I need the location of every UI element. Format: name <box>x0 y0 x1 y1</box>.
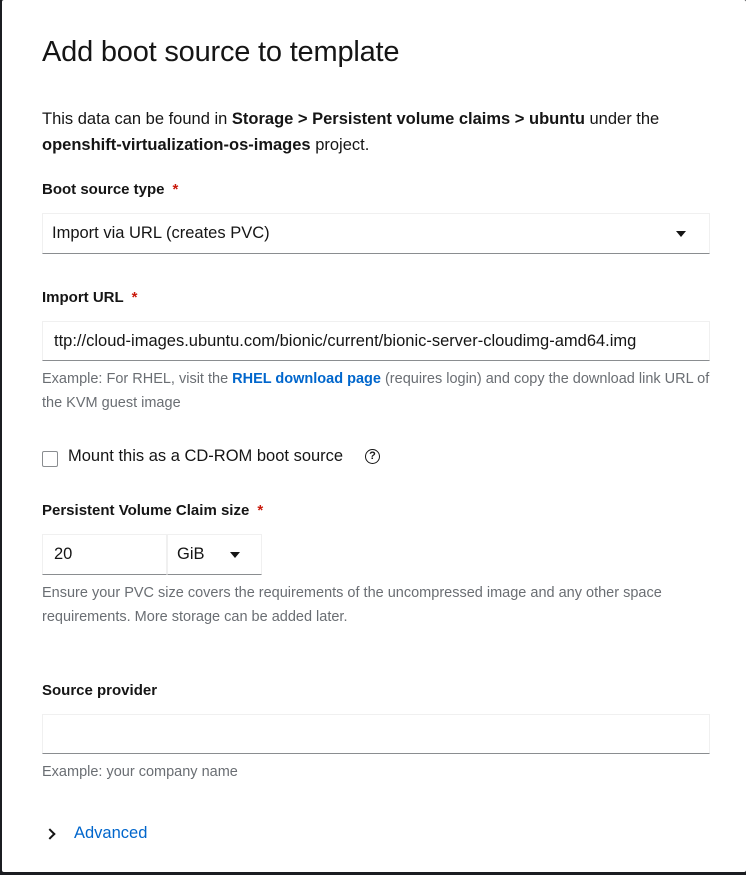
import-url-helper: Example: For RHEL, visit the RHEL download page (requires login) and copy the download link URL of the KVM guest image <box>42 371 710 411</box>
import-url-input[interactable] <box>42 321 710 361</box>
modal-title: Add boot source to template <box>42 36 400 68</box>
description-path: Storage > Persistent volume claims > ubuntu <box>231 110 585 128</box>
boot-source-type-select[interactable] <box>42 213 710 254</box>
pvc-size-value: 20 <box>54 545 73 563</box>
cdrom-checkbox[interactable] <box>42 451 58 467</box>
advanced-toggle[interactable]: Advanced <box>74 824 148 842</box>
modal-description <box>42 106 722 158</box>
required-mark: * <box>172 181 179 198</box>
boot-source-type-label: Boot source type * <box>42 181 179 198</box>
caret-down-icon <box>676 231 686 237</box>
question-circle-icon[interactable]: ? <box>365 449 380 464</box>
pvc-size-unit-value: GiB <box>177 545 205 563</box>
add-boot-source-modal <box>2 0 746 872</box>
required-mark: * <box>257 502 264 519</box>
source-provider-input[interactable] <box>42 714 710 754</box>
description-suffix: project. <box>310 136 370 154</box>
source-provider-label: Source provider <box>42 682 158 699</box>
import-url-label: Import URL * <box>42 289 138 306</box>
caret-down-icon <box>230 552 240 558</box>
import-url-value: ttp://cloud-images.ubuntu.com/bionic/current/bionic-server-cloudimg-amd64.img <box>54 332 637 350</box>
description-project: openshift-virtualization-os-images <box>42 136 311 154</box>
boot-source-type-value: Import via URL (creates PVC) <box>52 224 270 242</box>
required-mark: * <box>131 289 138 306</box>
description-prefix: This data can be found in <box>42 110 232 128</box>
cdrom-checkbox-label[interactable]: Mount this as a CD-ROM boot source <box>68 447 344 465</box>
chevron-right-icon[interactable] <box>44 828 55 839</box>
pvc-size-input[interactable] <box>42 534 167 575</box>
rhel-download-link[interactable]: RHEL download page <box>232 371 381 387</box>
pvc-size-label: Persistent Volume Claim size * <box>42 502 264 519</box>
pvc-size-helper: Ensure your PVC size covers the requirements of the uncompressed image and any other space requirements. More storage can be added later. <box>42 585 662 625</box>
source-provider-helper: Example: your company name <box>42 764 238 780</box>
pvc-size-unit-select[interactable] <box>167 534 262 575</box>
description-middle: under the <box>584 110 660 128</box>
